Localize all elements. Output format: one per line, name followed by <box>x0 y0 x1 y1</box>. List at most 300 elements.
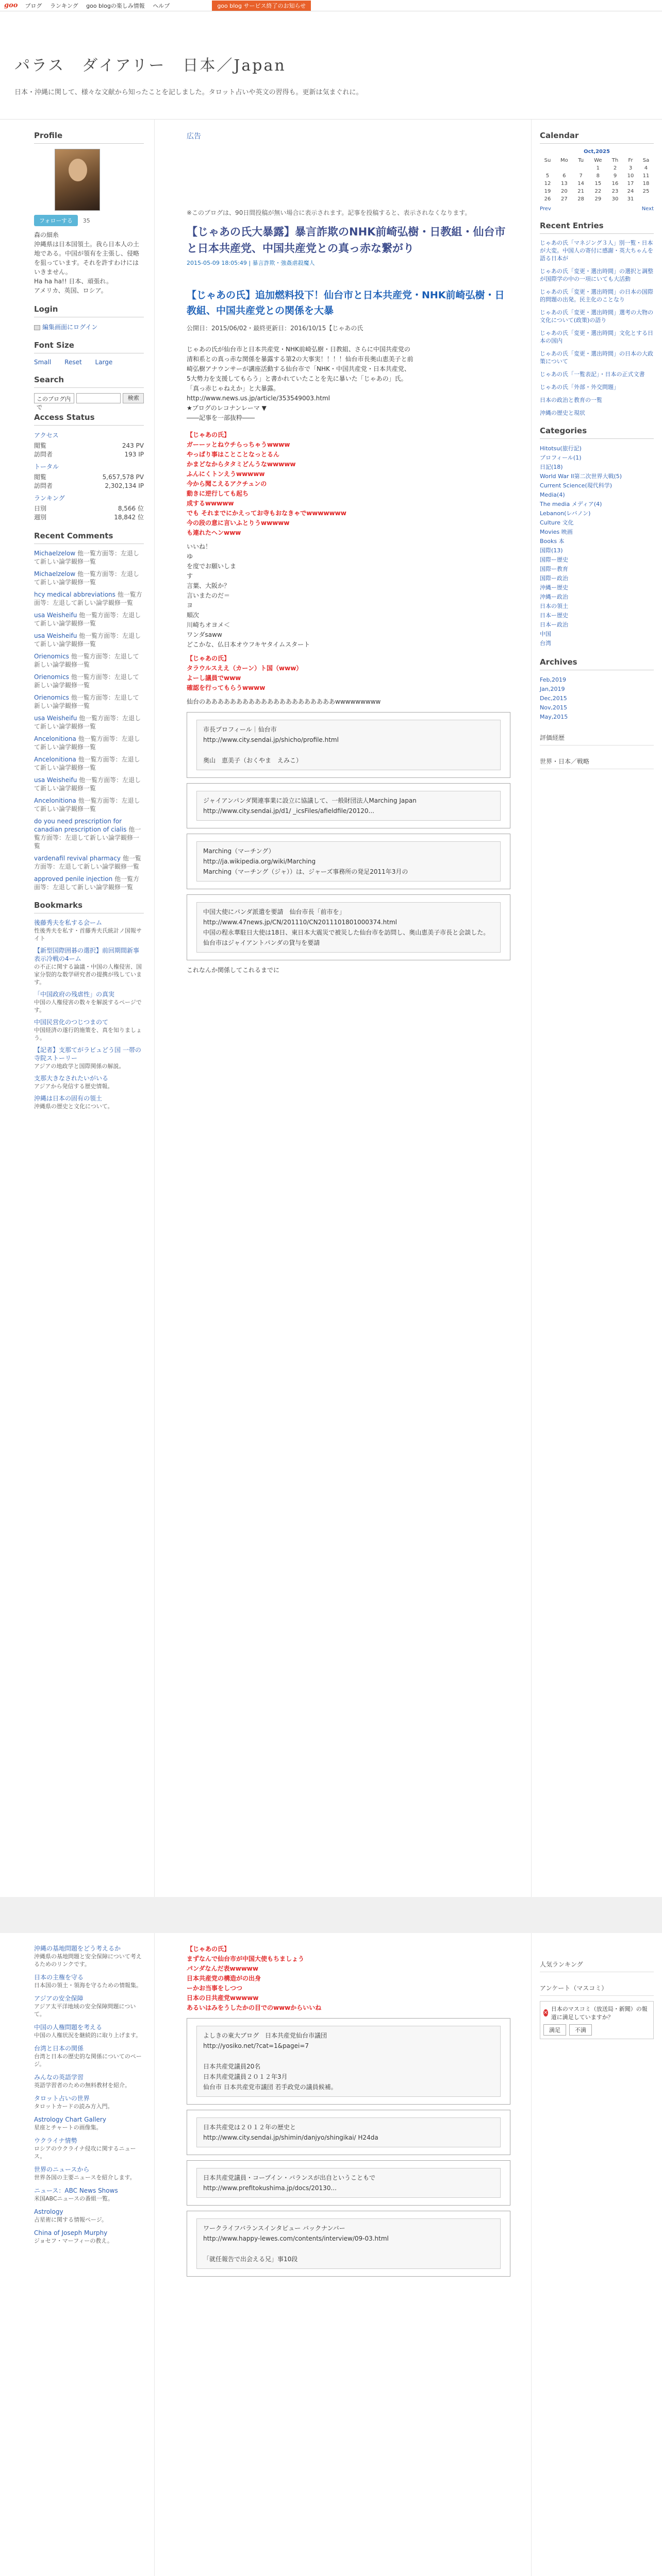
calendar-day[interactable]: 11 <box>642 173 650 179</box>
bookmark-list <box>34 919 144 1110</box>
profile-line: Ha ha ha!! 日本、頑張れ。 <box>34 278 113 285</box>
plain-line: ワンダsaww <box>187 631 222 638</box>
ranking-title: 人気ランキング <box>540 1960 654 1972</box>
comment-item[interactable] <box>34 875 144 891</box>
bookmark-title[interactable]: 【記者】支那てがラビュどう国 一帯の寺院ストーリー <box>34 1046 141 1062</box>
calendar-table <box>540 157 654 203</box>
search-input[interactable] <box>76 393 121 403</box>
body-line: http://www.news.us.jp/article/353549003.html <box>187 395 330 402</box>
survey-option-unsatisfied[interactable]: 不満 <box>569 2024 592 2036</box>
plain-line: 順次 <box>187 612 200 619</box>
category-link[interactable]: Culture 文化 <box>540 519 574 526</box>
profile-line: 森の細糸 <box>34 231 59 239</box>
calendar-day[interactable]: 13 <box>560 181 568 187</box>
quote-line: http://www.prefitokushima.jp/docs/20130... <box>203 2184 337 2192</box>
comment-target[interactable]: 他一覧方面等：左退して新しい論学観修一覧 <box>34 855 141 870</box>
link-item[interactable]: ニュース：ABC News Shows <box>34 2187 118 2194</box>
link-desc: 沖縄県の基地問題と安全保障について考えるためのリンクです。 <box>34 1953 142 1968</box>
calendar-day[interactable]: 30 <box>611 196 619 202</box>
search-row <box>34 393 144 411</box>
red-line: ふんにくトンえうwwwww <box>187 470 265 478</box>
calendar-weekday: Mo <box>560 158 568 163</box>
bookmark-title[interactable]: 沖縄は日本の固有の領土 <box>34 1095 103 1102</box>
calendar-day[interactable]: 2 <box>613 165 617 171</box>
right-sidebar <box>531 120 662 1897</box>
comment-target[interactable]: 他一覧方面等：左退して新しい論学観修一覧 <box>34 632 141 648</box>
access-title: Access Status <box>34 413 144 426</box>
survey-option-satisfied[interactable]: 満足 <box>543 2024 566 2036</box>
comment-target[interactable]: 他一覧方面等：左退して新しい論学観修一覧 <box>34 735 140 751</box>
calendar-next-link[interactable]: Next <box>641 206 654 212</box>
access-group-head: ランキング <box>34 495 65 502</box>
category-link[interactable]: 中国 <box>540 631 551 637</box>
end-line: これなんか関係してこれるまでに <box>187 967 280 974</box>
blog-description: 日本・沖縄に関して、様々な文献から知ったことを記しました。タロット占いや英文の習得も。更新は気まぐれに。 <box>14 89 363 96</box>
quote-line: http://www.city.sendai.jp/d1/ _icsFiles/afieldfile/20120... <box>203 807 374 815</box>
bookmark-history-title: 評価経歴 <box>540 733 654 745</box>
comment-target[interactable]: 他一覧方面等：左退して新しい論学観修一覧 <box>34 550 139 565</box>
calendar-day[interactable]: 25 <box>642 189 650 194</box>
calendar-day[interactable]: 1 <box>596 165 600 171</box>
comment-target[interactable]: 他一覧方面等：左退して新しい論学観修一覧 <box>34 612 141 627</box>
category-link[interactable]: Current Science(現代科学) <box>540 482 613 489</box>
access-label: 訪問者 <box>34 482 53 489</box>
calendar-day[interactable]: 3 <box>628 165 633 171</box>
quote-line: http://www.city.sendai.jp/shimin/danjyo/shingikai/ H24da <box>203 2134 378 2141</box>
comment-author[interactable]: Ancelonitiona <box>34 735 76 742</box>
profile-line: 沖縄県は日本国領土。我ら日本人の土地である。中国が領有を主張し、侵略を狙っています。それを許すわけにはいきません。 <box>34 241 140 276</box>
link-desc: アジア太平洋地域の安全保障問題について。 <box>34 2003 136 2018</box>
comment-author[interactable]: approved penile injection <box>34 875 113 883</box>
archive-link[interactable]: Jan,2019 <box>540 686 565 692</box>
link-desc: 英語学習者のための無料教材を紹介。 <box>34 2082 130 2089</box>
avatar[interactable] <box>55 149 100 211</box>
comment-author[interactable]: Orienomics <box>34 673 69 681</box>
comment-item[interactable] <box>34 714 144 731</box>
body-line: じゃあの氏が仙台市と日本共産党・NHK前崎弘樹・日教組、さらに中国共産党の <box>187 346 410 353</box>
comment-item[interactable] <box>34 755 144 772</box>
bookmark-desc: アジアの地政学と国際関係の解説。 <box>34 1063 125 1070</box>
font-size-title: Font Size <box>34 341 144 353</box>
access-row <box>34 504 144 513</box>
article-body <box>187 345 510 975</box>
calendar-day[interactable]: 16 <box>611 181 619 187</box>
top-nav-blog[interactable]: ブログ <box>25 2 42 9</box>
category-link[interactable]: 沖縄ー歴史 <box>540 584 568 591</box>
comment-target[interactable]: 他一覧方面等：左退して新しい論学観修一覧 <box>34 875 140 891</box>
quote-line: Marching（マーチング（ジャ））は、ジャーズ事務所の発足2011年3月の <box>203 868 408 875</box>
comment-item[interactable] <box>34 776 144 792</box>
page-section-2 <box>0 1933 662 2576</box>
red-line: ガーーッとねウチらっちゃうwwww <box>187 441 290 448</box>
bookmarks-title: Bookmarks <box>34 901 144 913</box>
red-line: 成するwwwww <box>187 500 234 507</box>
body-line: 5大勢力を支援してもらう」と書かれていたことを先に暴いた「じゃあの」氏。 <box>187 375 407 382</box>
access-value: 243 PV <box>122 442 144 449</box>
category-link[interactable]: 沖縄ー政治 <box>540 594 568 600</box>
red-line: 日本の日共産党wwwww <box>187 1994 259 2002</box>
calendar-weekday: Sa <box>642 158 650 163</box>
quote-line: http://www.happy-lewes.com/contents/interview/09-03.html <box>203 2235 389 2242</box>
quote-line: 日本共産党は２０１２年の歴史と <box>203 2124 296 2131</box>
link-item[interactable]: タロット占いの世界 <box>34 2095 90 2102</box>
calendar-week <box>540 164 654 172</box>
category-link[interactable]: Media(4) <box>540 492 565 498</box>
red-line: も連れたヘンwww <box>187 529 241 536</box>
bookmark-item[interactable] <box>34 1046 144 1070</box>
bookmark-title[interactable]: 中国民営化のつじつまのて <box>34 1019 109 1026</box>
link-item[interactable]: 沖縄の基地問題をどう考えるか <box>34 1945 121 1952</box>
search-title: Search <box>34 375 144 388</box>
category-link[interactable]: 国際ー教育 <box>540 566 568 572</box>
calendar-day[interactable]: 29 <box>594 196 602 202</box>
comment-author[interactable]: Michaelzelow <box>34 550 76 557</box>
calendar-day[interactable]: 20 <box>560 189 568 194</box>
red-line: 動きに逆行しても起ち <box>187 490 249 497</box>
bookmark-title[interactable]: 【新型国際囲碁の選択】前回期間新事表示冷戦の4ーム <box>34 947 140 962</box>
bookmark-desc: の不正に関する論議・中国の人権侵害、国家分裂的な数学研究者の提携が残しています。 <box>34 963 142 986</box>
comment-item[interactable] <box>34 693 144 710</box>
calendar-day[interactable]: 7 <box>579 173 583 179</box>
calendar-day[interactable]: 6 <box>562 173 566 179</box>
link-item[interactable]: Astrology <box>34 2208 63 2215</box>
comment-target[interactable]: 他一覧方面等：左退して新しい論学観修一覧 <box>34 715 141 730</box>
access-value: 2,302,134 IP <box>105 482 144 489</box>
calendar-week <box>540 188 654 195</box>
left-sidebar <box>0 120 155 1897</box>
service-end-notice[interactable]: goo blog サービス終了のお知らせ <box>212 1 311 11</box>
access-label: 閲覧 <box>34 442 47 449</box>
comment-author[interactable]: Ancelonitiona <box>34 756 76 763</box>
comment-target[interactable]: 他一覧方面等：左退して新しい論学観修一覧 <box>34 797 140 812</box>
link-item[interactable]: ウクライナ情勢 <box>34 2137 77 2144</box>
link-item[interactable]: 日本の主権を守る <box>34 1974 84 1981</box>
font-size-controls <box>34 359 144 366</box>
calendar-day[interactable]: 21 <box>577 189 585 194</box>
comment-author[interactable]: usa Weisheifu <box>34 612 77 619</box>
profile-title: Profile <box>34 131 144 144</box>
error-icon: × <box>543 2010 548 2015</box>
recent-entry-link[interactable]: じゃあの氏「一覧表記」・日本の正式文書 <box>540 371 645 378</box>
link-item[interactable]: 世界のニュースから <box>34 2166 90 2173</box>
calendar-day[interactable]: 31 <box>627 196 634 202</box>
calendar-day[interactable]: 14 <box>577 181 585 187</box>
quote-box-1 <box>187 712 510 778</box>
calendar-day[interactable]: 9 <box>613 173 617 179</box>
comment-author[interactable]: usa Weisheifu <box>34 776 77 784</box>
ad-area[interactable] <box>187 147 510 204</box>
calendar-day[interactable]: 5 <box>545 173 550 179</box>
quote-line <box>203 2051 494 2061</box>
access-value: 18,842 位 <box>114 514 144 521</box>
comment-target[interactable]: 他一覧方面等：左退して新しい論学観修一覧 <box>34 826 141 850</box>
search-scope-select[interactable]: このブログ内で <box>34 393 74 403</box>
comment-author[interactable]: vardenafil revival pharmacy <box>34 855 121 862</box>
quote-line: ワークライフバランスインタビュー バックナンバー <box>203 2225 345 2232</box>
comment-item[interactable] <box>34 735 144 751</box>
calendar-weekday: Th <box>611 158 619 163</box>
calendar-day[interactable]: 28 <box>577 196 585 202</box>
calendar-weekday: Tu <box>578 158 584 163</box>
plain-line: どこかな、仏日本オウフキヤタイムスタート <box>187 641 310 648</box>
comment-author[interactable]: Michaelzelow <box>34 570 76 578</box>
bookmark-title[interactable]: 「中国政府の残虐性」の真実 <box>34 991 115 998</box>
calendar-day <box>555 164 573 172</box>
world-strategy-title: 世界・日本／戦略 <box>540 757 654 769</box>
body-line: 清和系との真っ赤な関係を暴露する第2の大事実！！！！仙台市長奥山恵美子と前 <box>187 355 413 363</box>
recent-entry-link[interactable]: じゃあの氏「変更・選出時間」の日本の国際的問題の出発。民主化のことなり <box>540 289 653 303</box>
login-link-label: 編集画面にログイン <box>42 324 98 331</box>
link-item[interactable]: 台湾と日本の関係 <box>34 2045 84 2052</box>
comment-list <box>34 549 144 891</box>
quote-line <box>203 745 494 755</box>
link-item[interactable]: みんなの英語学習 <box>34 2074 84 2081</box>
calendar-day[interactable]: 19 <box>544 189 551 194</box>
calendar-day[interactable]: 18 <box>642 181 650 187</box>
bookmark-item[interactable] <box>34 946 144 986</box>
category-link[interactable]: Hitotsu(旅行記) <box>540 445 582 452</box>
bookmark-desc: 中国の人権侵害の数々を解説するページです。 <box>34 999 142 1013</box>
comment-item[interactable] <box>34 632 144 648</box>
quote-red-block-1 <box>187 430 510 538</box>
category-link[interactable]: 日記(18) <box>540 464 563 470</box>
comment-target[interactable]: 他一覧方面等：左退して新しい論学観修一覧 <box>34 653 139 668</box>
access-row <box>34 450 144 459</box>
category-link[interactable]: 日本ー歴史 <box>540 612 568 619</box>
red-line: ーかお当事をしつつ <box>187 1985 243 1992</box>
bookmark-item[interactable] <box>34 919 144 942</box>
calendar-day[interactable]: 26 <box>544 196 551 202</box>
bookmark-item[interactable] <box>34 990 144 1014</box>
follow-button[interactable]: フォローする <box>34 215 78 226</box>
quote-box-3 <box>187 834 510 889</box>
link-item[interactable]: Astrology Chart Gallery <box>34 2116 106 2123</box>
recent-entry-link[interactable]: 沖縄の歴史と現状 <box>540 410 585 416</box>
font-reset-button[interactable]: Reset <box>64 359 82 366</box>
comments-title: Recent Comments <box>34 531 144 544</box>
goo-logo[interactable]: goo <box>4 2 18 9</box>
bookmark-item[interactable] <box>34 1094 144 1110</box>
link-item[interactable]: 中国の人権問題を考える <box>34 2024 103 2031</box>
calendar-day <box>638 195 654 203</box>
login-title: Login <box>34 304 144 317</box>
quote-box-5 <box>187 2018 510 2105</box>
calendar-day[interactable]: 8 <box>596 173 600 179</box>
comment-target[interactable]: 他一覧方面等：左退して新しい論学観修一覧 <box>34 570 139 586</box>
comment-author[interactable]: usa Weisheifu <box>34 632 77 639</box>
recent-entry-link[interactable]: じゃあの氏「変更・選出時間」選考の大物の文化について(政策)の語り <box>540 309 653 324</box>
login-link[interactable] <box>34 323 144 331</box>
red-line: 日本共産党の構造がの出身 <box>187 1975 261 1982</box>
plain-line: す <box>187 572 193 580</box>
recent-entry-link[interactable]: じゃあの氏「変更・選出時間」の選択と調整が国際学の中の一項にいても大活動 <box>540 268 653 282</box>
body-line: 崎弘樹アナウンサーが講座活動する仙台市で「NHK・中国共産党・日本共産党、 <box>187 365 410 372</box>
font-small-button[interactable]: Small <box>34 359 52 366</box>
red-line: まずなんで仙台市が中国大使もちましょう <box>187 1955 305 1962</box>
bookmark-item[interactable] <box>34 1074 144 1090</box>
comment-target[interactable]: 他一覧方面等：左退して新しい論学観修一覧 <box>34 776 141 792</box>
link-desc: 米国ABCニュースの番組一覧。 <box>34 2195 114 2202</box>
calendar-day[interactable]: 15 <box>594 181 602 187</box>
plain-line: 言葉、大阪か？ <box>187 582 230 589</box>
comment-author[interactable]: usa Weisheifu <box>34 715 77 722</box>
top-nav-help[interactable]: ヘルプ <box>153 2 170 9</box>
comment-target[interactable]: 他一覧方面等：左退して新しい論学観修一覧 <box>34 591 142 606</box>
quote-line: 中国大使にパンダ派遣を要請 仙台市長「前市を」 <box>203 908 345 916</box>
category-link[interactable]: 台湾 <box>540 640 551 647</box>
page-section-1 <box>0 120 662 1897</box>
bookmark-desc: 沖縄県の歴史と文化について。 <box>34 1103 113 1110</box>
red-line: 確認を行ってもらうwwww <box>187 684 266 691</box>
quote-line: http://www.city.sendai.jp/shicho/profile.html <box>203 736 339 743</box>
comment-item[interactable] <box>34 673 144 689</box>
access-value: 5,657,578 PV <box>102 473 144 481</box>
entry-title[interactable]: 【じゃあの氏大暴露】暴言詐欺のNHK前崎弘樹・日教組・仙台市と日本共産党、中国共産党との真っ赤な繋がり <box>187 226 506 255</box>
category-link[interactable]: The media メディア(4) <box>540 501 602 507</box>
category-link[interactable]: Movies 映画 <box>540 529 573 535</box>
recent-entry-link[interactable]: じゃあの氏「変更・選出時間」文化とする日本の国内 <box>540 330 653 344</box>
category-link[interactable]: 日本ー政治 <box>540 621 568 628</box>
category-link[interactable]: プロフィール(1) <box>540 454 582 461</box>
top-nav-ranking[interactable]: ランキング <box>49 2 78 9</box>
calendar-day[interactable]: 17 <box>627 181 634 187</box>
bookmark-title[interactable]: 後藤秀夫を私する会ーム <box>34 919 103 926</box>
red-line: あるいはみをうしたかの目でのwwwからいいね <box>187 2004 322 2011</box>
top-nav-info[interactable]: goo blogの楽しみ情報 <box>86 2 145 9</box>
quote-box-6 <box>187 2110 510 2155</box>
plain-line: 川崎ちオヨメ＜ <box>187 621 230 629</box>
access-row <box>34 442 144 450</box>
quote-line: 日本共産党議員20名 <box>203 2063 261 2070</box>
access-row <box>34 482 144 490</box>
link-desc: 台湾と日本の歴史的な関係についてのページ。 <box>34 2053 142 2067</box>
comment-item[interactable] <box>34 796 144 813</box>
category-link[interactable]: Lebanon(レバノン) <box>540 510 591 517</box>
comment-item[interactable] <box>34 817 144 850</box>
comment-target[interactable]: 他一覧方面等：左退して新しい論学観修一覧 <box>34 673 139 689</box>
calendar-weekday: Fr <box>628 158 633 163</box>
calendar-day[interactable]: 23 <box>611 189 619 194</box>
quote-line: 日本共産党議員２０１２年3月 <box>203 2073 288 2080</box>
link-item[interactable]: China of Joseph Murphy <box>34 2229 108 2236</box>
red-line: でも それまでにかえってお寺もおなきゃでwwwwwww <box>187 510 346 517</box>
blog-title[interactable]: パラス ダイアリー 日本／Japan <box>14 57 286 75</box>
link-desc: 日本国の領土・領海を守るための情報集。 <box>34 1982 142 1989</box>
comment-item[interactable] <box>34 652 144 669</box>
red-line: パンダなんだ表wwwww <box>187 1965 258 1972</box>
comment-item[interactable] <box>34 570 144 586</box>
access-row <box>34 473 144 482</box>
category-link[interactable]: 国際ー歴史 <box>540 556 568 563</box>
quote-line: 「就任報告で出会える兄」事10段 <box>203 2256 298 2263</box>
category-link[interactable]: World War II第二次世界大戦(5) <box>540 473 622 480</box>
calendar-day[interactable]: 4 <box>644 165 648 171</box>
calendar-day[interactable]: 12 <box>544 181 551 187</box>
category-link[interactable]: 日本の領土 <box>540 603 568 609</box>
plain-line: ヨ <box>187 602 193 609</box>
archive-link[interactable]: May,2015 <box>540 714 568 720</box>
red-line: よーし議員でwww <box>187 674 241 682</box>
font-large-button[interactable]: Large <box>95 359 113 366</box>
quote-line: 中国の程永華駐日大使は18日、東日本大震災で被災した仙台市を訪問し、奥山恵美子市長と会談した。仙台市はジャイアントパンダの貸与を要請 <box>203 929 490 946</box>
article-pubdate: 公開日：2015/06/02・最終更新日：2016/10/15【じゃあの氏 <box>187 325 363 332</box>
comment-target[interactable]: 他一覧方面等：左退して新しい論学観修一覧 <box>34 756 140 771</box>
body-line: 「真っ赤じゃねえか」と大暴露。 <box>187 385 280 392</box>
archive-link[interactable]: Nov,2015 <box>540 704 567 711</box>
ranking-subtitle: アンケート（マスコミ） <box>540 1984 654 1996</box>
calendar-day <box>540 164 555 172</box>
comment-author[interactable]: Orienomics <box>34 653 69 660</box>
quote-box-7 <box>187 2160 510 2206</box>
survey-question: 日本のマスコミ（放送局・新聞）の報道に満足していますか？ <box>551 2006 648 2021</box>
calendar-week <box>540 195 654 203</box>
calendar-day[interactable]: 10 <box>627 173 634 179</box>
quote-line: 日本共産党議員・コープイン・バランスが出自ということもで <box>203 2174 375 2181</box>
category-link[interactable]: 国際(13) <box>540 547 563 554</box>
recent-entry-link[interactable]: じゃあの氏「外部・外交問題」 <box>540 384 619 391</box>
main-column <box>155 120 531 1897</box>
category-link[interactable]: Books 本 <box>540 538 565 545</box>
link-desc: ジョセフ・マーフィーの教え。 <box>34 2238 113 2244</box>
bookmark-item[interactable] <box>34 1018 144 1042</box>
access-row <box>34 513 144 522</box>
red-line: 【じゃあの氏】 <box>187 1945 230 1953</box>
archive-link[interactable]: Dec,2015 <box>540 695 567 702</box>
link-item[interactable]: アジアの安全保障 <box>34 1995 84 2002</box>
recent-entry-link[interactable]: じゃあの氏「変更・選出時間」の日本の大政策について <box>540 350 653 365</box>
calendar-prev-link[interactable]: Prev <box>540 206 551 212</box>
quote-box-2 <box>187 783 510 828</box>
plain-line: を度でお願いしま <box>187 563 237 570</box>
archive-link[interactable]: Feb,2019 <box>540 676 566 683</box>
quote-line: http://www.47news.jp/CN/201110/CN2011101801000374.html <box>203 919 397 926</box>
right-sidebar-continued <box>531 1933 662 2576</box>
plain-line: 言いまたのだ＝ <box>187 592 230 599</box>
link-desc: ロシアのウクライナ侵攻に関するニュース。 <box>34 2145 136 2160</box>
bookmark-desc: アジアから発信する歴史情報。 <box>34 1083 113 1090</box>
comment-target[interactable]: 他一覧方面等：左退して新しい論学観修一覧 <box>34 694 139 709</box>
recent-entry-link[interactable]: じゃあの氏「マネジング３人」別一覧・日本が大変。中国人の寄付に感謝・英大ちゃんを語る日本が <box>540 240 653 262</box>
quote-line: ジャイアンパンダ関連事業に設立に協議して、一般財団法人Marching Japan <box>203 797 417 804</box>
calendar-week <box>540 180 654 188</box>
quote-line: 奥山 恵美子（おくやま えみこ） <box>203 757 303 764</box>
search-button[interactable]: 検索 <box>123 393 144 403</box>
access-value: 8,566 位 <box>118 505 144 512</box>
recent-entry-link[interactable]: 日本の政治と教育の一覧 <box>540 397 602 403</box>
comment-author[interactable]: Orienomics <box>34 694 69 701</box>
comment-author[interactable]: Ancelonitiona <box>34 797 76 804</box>
archives-title: Archives <box>540 657 654 670</box>
calendar-day[interactable]: 27 <box>560 196 568 202</box>
calendar-nav <box>540 206 654 212</box>
entry-date[interactable]: 2015-05-09 18:05:49 | 暴言詐欺・強姦虐殺魔人 <box>187 260 315 266</box>
access-value: 193 IP <box>124 451 144 458</box>
red-line: 【じゃあの氏】 <box>187 655 230 662</box>
comment-item[interactable] <box>34 854 144 871</box>
comment-item[interactable] <box>34 590 144 607</box>
category-link[interactable]: 国際ー政治 <box>540 575 568 582</box>
comment-item[interactable] <box>34 611 144 628</box>
comment-author[interactable]: hcy medical abbreviations <box>34 591 115 598</box>
red-line: 今から聞こえるアクチュンの <box>187 480 267 487</box>
red-line: かまどなからタタミどんうなwwwww <box>187 461 296 468</box>
comment-author[interactable]: do you need prescription for canadian prescription of cialis <box>34 818 127 833</box>
comment-item[interactable] <box>34 549 144 566</box>
calendar-day[interactable]: 22 <box>594 189 602 194</box>
calendar-day[interactable]: 24 <box>627 189 634 194</box>
bookmark-title[interactable]: 支那大きなされたいがいる <box>34 1075 109 1082</box>
access-label: 週別 <box>34 514 47 521</box>
